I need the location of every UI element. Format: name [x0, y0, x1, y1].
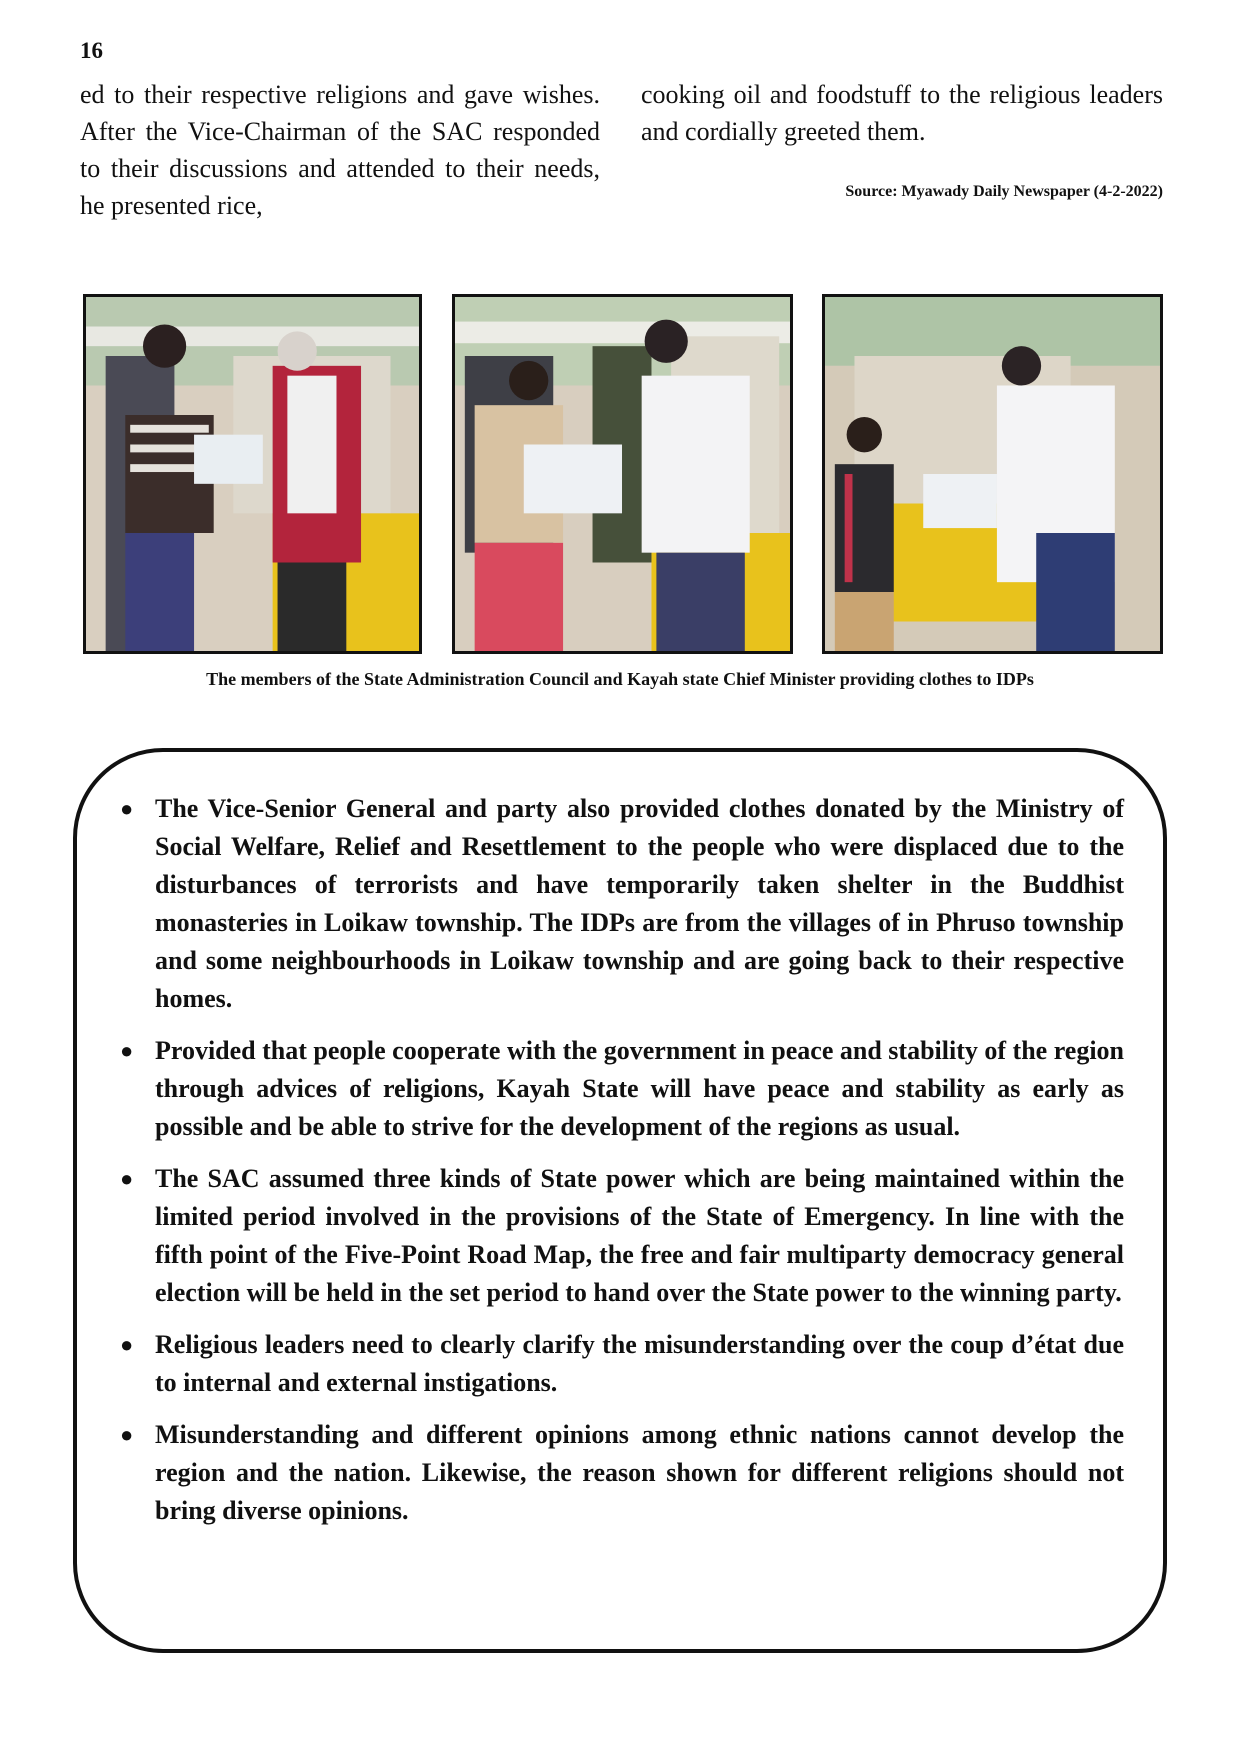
bullet-item: [112, 790, 1124, 1018]
bullet-item: [112, 1160, 1124, 1312]
bullet-text: Religious leaders need to clearly clarify the misunderstanding over the coup d’état due to internal and external instigations.: [155, 1330, 1124, 1397]
bullet-text: Misunderstanding and different opinions among ethnic nations cannot develop the region and the nation. Likewise, the reason shown for different religions should not bring diverse opinions.: [155, 1420, 1124, 1525]
bullet-text: The Vice-Senior General and party also provided clothes donated by the Ministry of Social Welfare, Relief and Resettlement to the people who were displaced due to the disturbances of terrorists and have temporarily taken shelter in the Buddhist monasteries in Loikaw township. The IDPs are from the villages of in Phruso township and some neighbourhoods in Loikaw township and are going back to their respective homes.: [155, 794, 1124, 1013]
photo-donation-2: [452, 294, 793, 654]
photo-caption: The members of the State Administration Council and Kayah state Chief Minister providing clothes to IDPs: [206, 669, 1034, 689]
photo-donation-3: [822, 294, 1163, 654]
page-number: 16: [80, 38, 103, 63]
bullet-text: Provided that people cooperate with the government in peace and stability of the region through advices of religions, Kayah State will have peace and stability as early as possible and be able to strive for the development of the regions as usual.: [155, 1036, 1124, 1141]
bullet-dot-icon: ●: [120, 1422, 134, 1447]
bullet-item: [112, 1032, 1124, 1146]
bullet-dot-icon: ●: [120, 1166, 134, 1191]
bullet-text: The SAC assumed three kinds of State power which are being maintained within the limited period involved in the provisions of the State of Emergency. In line with the fifth point of the Five-Point Road Map, the free and fair multiparty democracy general election will be held in the set period to hand over the State power to the winning party.: [155, 1164, 1124, 1307]
photo-donation-1: [83, 294, 422, 654]
intro-right-column: cooking oil and foodstuff to the religious leaders and cordially greeted them.: [641, 80, 1163, 146]
bullet-dot-icon: ●: [120, 796, 134, 821]
bullet-item: [112, 1416, 1124, 1530]
source-citation: Source: Myawady Daily Newspaper (4-2-2022): [845, 183, 1163, 200]
bullet-dot-icon: ●: [120, 1038, 134, 1063]
key-points-list: [112, 790, 1124, 1544]
intro-left-column: ed to their respective religions and gave wishes. After the Vice-Chairman of the SAC responded to their discussions and attended to their needs, he presented rice,: [80, 80, 600, 220]
bullet-dot-icon: ●: [120, 1332, 134, 1357]
bullet-item: [112, 1326, 1124, 1402]
